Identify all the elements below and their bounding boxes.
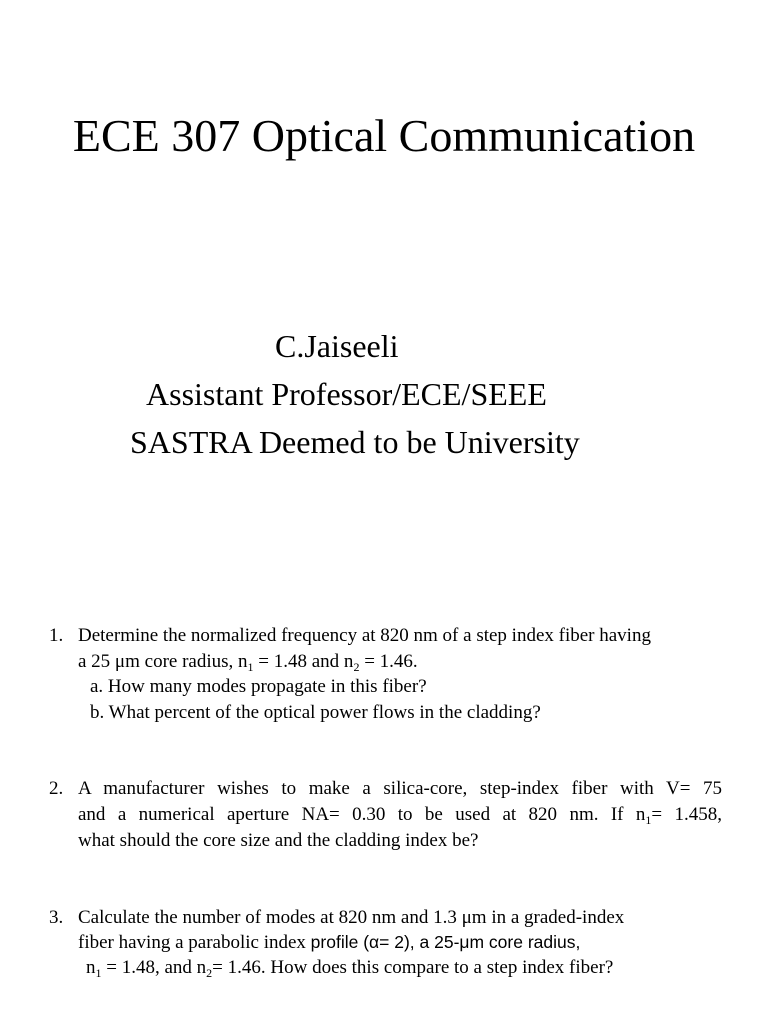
question-text: = 1.458, xyxy=(651,804,723,825)
subscript: 1 xyxy=(95,966,102,980)
question-text-line xyxy=(86,955,613,980)
question-text-line xyxy=(78,802,722,827)
question-text-line xyxy=(78,930,580,955)
question-text: = 1.48 and n xyxy=(253,651,354,672)
subscript: 1 xyxy=(645,813,652,827)
question-part-b: b. What percent of the optical power flows in the cladding? xyxy=(90,702,541,723)
question-text-line: Determine the normalized frequency at 820 nm of a step index fiber having xyxy=(78,625,651,646)
question-text-line: A manufacturer wishes to make a silica-core, step-index fiber with V= 75 xyxy=(78,778,722,799)
question-text-line: Calculate the number of modes at 820 nm and 1.3 μm in a graded-index xyxy=(78,907,625,928)
page-title: ECE 307 Optical Communication xyxy=(72,110,696,161)
subscript: 1 xyxy=(247,660,254,674)
question-text-line xyxy=(78,649,418,674)
question-number: 2. xyxy=(49,778,64,799)
question-number: 3. xyxy=(49,907,64,928)
question-text: n xyxy=(86,957,96,978)
question-text: = 1.46. How does this compare to a step index fiber? xyxy=(212,957,614,978)
question-text: profile (α= 2), a 25-μm core radius, xyxy=(310,932,581,952)
question-text: a 25 μm core radius, n xyxy=(78,651,248,672)
question-number: 1. xyxy=(49,625,64,646)
subscript: 2 xyxy=(206,966,213,980)
question-text: fiber having a parabolic index xyxy=(78,932,311,953)
question-part-a: a. How many modes propagate in this fiber? xyxy=(90,676,427,697)
author-name: C.Jaiseeli xyxy=(275,328,399,364)
question-text-line: what should the core size and the cladding index be? xyxy=(78,830,479,851)
author-position: Assistant Professor/ECE/SEEE xyxy=(146,376,547,412)
author-university: SASTRA Deemed to be University xyxy=(130,424,580,460)
question-text: = 1.46. xyxy=(359,651,418,672)
question-text: = 1.48, and n xyxy=(101,957,207,978)
question-text: and a numerical aperture NA= 0.30 to be used at 820 nm. If n xyxy=(78,804,646,825)
subscript: 2 xyxy=(353,660,360,674)
